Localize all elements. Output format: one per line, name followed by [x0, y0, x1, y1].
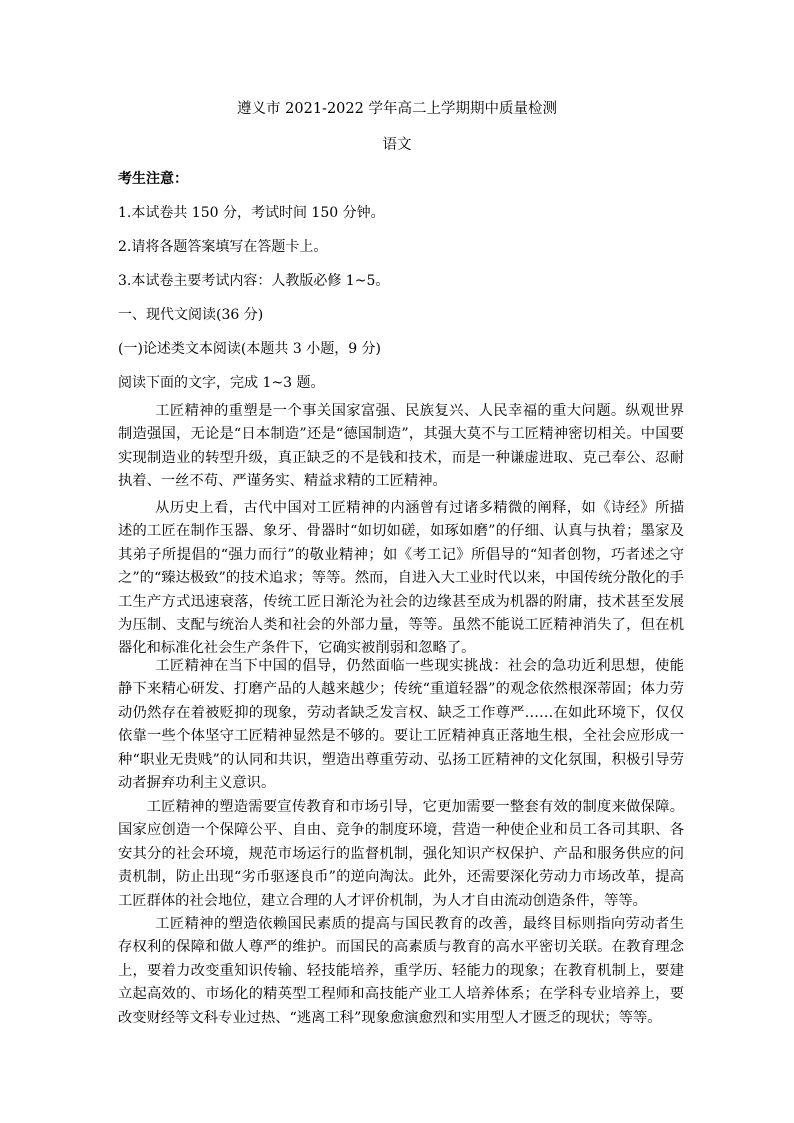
notice-heading: 考生注意：	[118, 171, 188, 187]
passage-paragraph: 从历史上看，古代中国对工匠精神的内涵曾有过诸多精微的阐释，如《诗经》所描述的工匠在制作玉器、象牙、骨器时“如切如磋，如琢如磨”的仔细、认真与执着；墨家及其弟子所提倡的“强力而行”的敬业精神；如《考工记》所倡导的“知者创物，巧者述之守之”的“臻达极致”的技术追求；等等。然而，自进入大工业时代以来，中国传统分散化的手工生产方式迅速衰落，传统工匠日渐沦为社会的边缘甚至成为机器的附庸，技术甚至发展为压制、支配与统治人类和社会的外部力量，等等。虽然不能说工匠精神消失了，但在机器化和标准化社会生产条件下，它确实被削弱和忽略了。	[118, 500, 684, 657]
exam-title: 遵义市 2021-2022 学年高二上学期期中质量检测	[237, 101, 557, 117]
section-title: 一、现代文阅读(36 分)	[118, 307, 264, 323]
passage-paragraph: 工匠精神的塑造依赖国民素质的提高与国民教育的改善，最终目标则指向劳动者生存权利的保障和做人尊严的维护。而国民的高素质与教育的高水平密切关联。在教育理念上，要着力改变重知识传输、轻技能培养，重学历、轻能力的现象；在教育机制上，要建立起高效的、市场化的精英型工程师和高技能产业工人培养体系；在学科专业培养上，要改变财经等文科专业过热、“逃离工科”现象愈演愈烈和实用型人才匮乏的现状；等等。	[118, 916, 684, 1026]
notice-item: 1.本试卷共 150 分，考试时间 150 分钟。	[118, 205, 385, 221]
exam-subject: 语文	[382, 137, 412, 153]
notice-item: 2.请将各题答案填写在答题卡上。	[118, 239, 328, 255]
passage-paragraph: 工匠精神的塑造需要宣传教育和市场引导，它更加需要一整套有效的制度来做保障。国家应创造一个保障公平、自由、竞争的制度环境，营造一种使企业和员工各司其职、各安其分的社会环境，规范市场运行的监督机制，强化知识产权保护、产品和服务供应的问责机制，防止出现“劣币驱逐良币”的逆向淘汰。此外，还需要深化劳动力市场改革，提高工匠群体的社会地位，建立合理的人才评价机制，为人才自由流动创造条件，等等。	[118, 799, 684, 909]
passage-paragraph: 工匠精神在当下中国的倡导，仍然面临一些现实挑战：社会的急功近利思想，使能静下来精心研发、打磨产品的人越来越少；传统“重道轻器”的观念依然根深蒂固；体力劳动仍然存在着被贬抑的现象，劳动者缺乏发言权、缺乏工作尊严……在如此环境下，仅仅依靠一些个体坚守工匠精神显然是不够的。要让工匠精神真正落地生根，全社会应形成一种“职业无贵贱”的认同和共识，塑造出尊重劳动、弘扬工匠精神的文化氛围，积极引导劳动者摒弃功利主义意识。	[118, 658, 684, 792]
notice-item: 3.本试卷主要考试内容：人教版必修 1~5。	[118, 273, 390, 289]
passage-paragraph: 工匠精神的重塑是一个事关国家富强、民族复兴、人民幸福的重大问题。纵观世界制造强国，无论是“日本制造”还是“德国制造”，其强大莫不与工匠精神密切相关。中国要实现制造业的转型升级，真正缺乏的不是钱和技术，而是一种谦虚进取、克己奉公、忍耐执着、一丝不苟、严谨务实、精益求精的工匠精神。	[118, 403, 684, 490]
reading-instruction: 阅读下面的文字，完成 1~3 题。	[118, 375, 325, 391]
subsection-title: (一)论述类文本阅读(本题共 3 小题，9 分)	[118, 341, 382, 357]
